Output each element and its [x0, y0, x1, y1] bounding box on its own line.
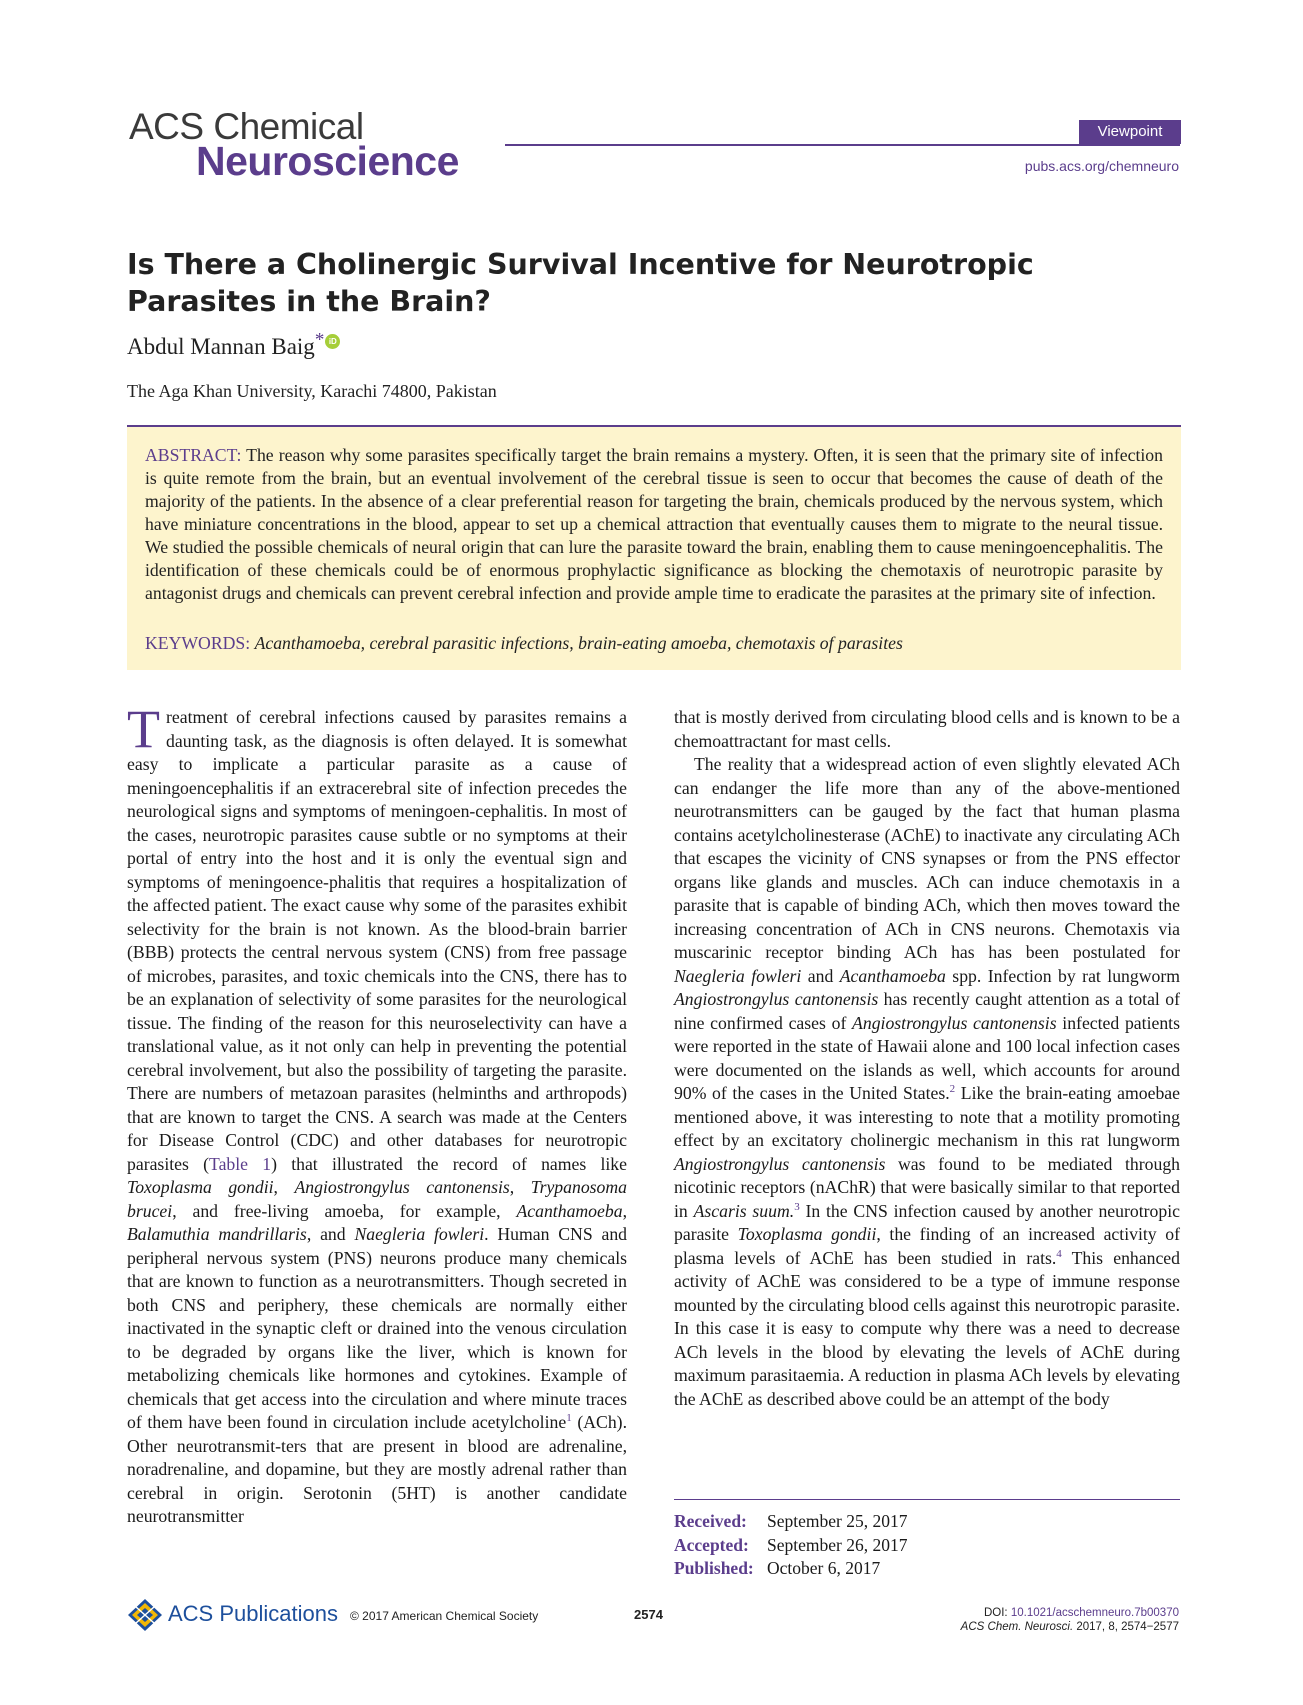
citation-ref-3[interactable]: 3 [794, 1200, 800, 1213]
doi-citation [961, 1606, 1179, 1634]
species-name: Naegleria fowleri [674, 965, 802, 986]
header-rule [505, 144, 1180, 146]
species-name: Angiostrongylus cantonensis [852, 1012, 1057, 1033]
article-title: Is There a Cholinergic Survival Incentive for Neurotropic Parasites in the Brain? [127, 248, 1034, 318]
citation-journal: ACS Chem. Neurosci. [960, 1621, 1074, 1633]
copyright-notice: © 2017 American Chemical Society [350, 1609, 539, 1623]
citation-ref-4[interactable]: 4 [1056, 1247, 1062, 1260]
species-name: Toxoplasma gondii [127, 1177, 274, 1197]
doi-link[interactable]: 10.1021/acschemneuro.7b00370 [1010, 1607, 1179, 1619]
received-date: September 25, 2017 [767, 1511, 908, 1531]
body-text: has recently caught attention as a total of nine confirmed cases of [674, 989, 1181, 1033]
acs-publications-logo-icon[interactable] [127, 1598, 163, 1632]
species-name: Balamuthia mandrillaris [127, 1224, 307, 1244]
body-text: and [801, 965, 840, 986]
abstract-text: The reason why some parasites specifically target the brain remains a mystery. Often, it is seen that the primary site of infection is quite remote from the brain, but an eventual involvement of the cerebral tissue is seen to occur that becomes the cause of death of the majority of the patients. In the absence of a clear preferential reason for targeting the brain, chemicals produced by the nervous system, which have miniature concentrations in the blood, appear to set up a chemical attraction that eventually causes them to migrate to the neural tissue. We studied the possible chemicals of neural origin that can lure the parasite toward the brain, enabling them to cause meningoencephalitis. The identification of these chemicals could be of enormous prophylactic significance as blocking the chemotaxis of neurotropic parasite by antagonist drugs and chemicals can prevent cerebral infection and provide ample time to eradicate the parasites at the primary site of infection. [145, 445, 1163, 603]
abstract-box [127, 425, 1181, 670]
author-name[interactable]: Abdul Mannan Baig [127, 334, 315, 359]
page-number: 2574 [634, 1607, 663, 1622]
body-text: In the CNS infection caused by another neurotropic parasite [674, 1200, 1180, 1244]
citation-line [961, 1620, 1179, 1634]
species-name: Angiostrongylus cantonensis [674, 1153, 886, 1174]
accepted-label: Accepted: [674, 1534, 749, 1555]
body-paragraph [674, 753, 1180, 1411]
body-text: spp. Infection by rat lungworm [945, 965, 1180, 986]
citation-ref-1[interactable]: 1 [566, 1412, 572, 1425]
species-name: Trypanosoma brucei [127, 1177, 628, 1221]
left-column [127, 699, 628, 1529]
body-text: The reality that a widespread action of even slightly elevated ACh can endanger the life more than any of the above-mentioned neurotransmitters can be gauged by the fact that human plasma contains acetylcholinesterase (AChE) to inactivate any circulating ACh that escapes the vicinity of CNS synapses or from the PNS effector organs like glands and muscles. ACh can induce chemotaxis in a parasite that is capable of binding ACh, which then moves toward the increasing concentration of ACh in CNS neurons. Chemotaxis via muscarinic receptor binding ACh has has been postulated for [674, 754, 1180, 962]
citation-details: 2017, 8, 2574−2577 [1073, 1621, 1179, 1633]
drop-cap: T [127, 699, 160, 759]
species-name: Angiostrongylus cantonensis [674, 989, 879, 1009]
author-line [127, 329, 340, 360]
body-text: , [273, 1177, 295, 1197]
species-name: Ascaris suum. [693, 1200, 795, 1221]
received-label: Received: [674, 1511, 747, 1531]
keywords-list: Acanthamoeba, cerebral parasitic infections, brain-eating amoeba, chemotaxis of parasites [254, 633, 903, 653]
abstract-label: ABSTRACT: [145, 445, 242, 465]
received-row [674, 1510, 907, 1534]
publisher-name[interactable]: ACS Publications [168, 1601, 338, 1626]
article-type-badge: Viewpoint [1079, 120, 1181, 144]
keywords-label: KEYWORDS: [145, 633, 251, 653]
body-paragraph [127, 699, 628, 1529]
dates-rule [674, 1499, 1180, 1500]
journal-logo-line1: ACS Chemical [129, 106, 364, 147]
body-text: ) that illustrated the record of names like [271, 1153, 627, 1174]
body-text: (ACh). Other neurotransmit-ters that are present in blood are adrenaline, noradrenaline, and dopamine, but they are mostly adrenal rather than cerebral in origin. Serotonin (5HT) is another candidate neurotransmitter [127, 1412, 627, 1526]
body-text: , and [306, 1224, 355, 1244]
keywords-line [145, 633, 1163, 654]
body-text: , the finding of an increased activity of plasma levels of AChE has been studied in rats. [674, 1224, 1181, 1268]
body-text: , [509, 1177, 531, 1197]
body-text: infected patients were reported in the state of Hawaii alone and 100 local infection cases were documented on the islands as well, which accounts for around 90% of the cases in the United States. [674, 1012, 1180, 1103]
affiliation: The Aga Khan University, Karachi 74800, Pakistan [127, 381, 497, 401]
species-name: Toxoplasma gondii [737, 1224, 877, 1244]
orcid-icon[interactable]: iD [325, 334, 340, 349]
published-label: Published: [674, 1558, 754, 1578]
right-column [674, 706, 1180, 1411]
body-text: , [622, 1200, 627, 1221]
body-text: This enhanced activity of AChE was considered to be a type of immune response mounted by the circulating blood cells against this neurotropic parasite. In this case it is easy to compute why there was a need to decrease ACh levels in the blood by elevating the levels of AChE during maximum parasitaemia. A reduction in plasma ACh levels by elevating the AChE as described above could be an attempt of the body [674, 1247, 1180, 1409]
doi-line [961, 1606, 1179, 1620]
citation-ref-2[interactable]: 2 [949, 1083, 956, 1096]
species-name: Acanthamoeba [839, 965, 946, 986]
body-text: , and free-living amoeba, for example, [172, 1200, 517, 1221]
accepted-row [674, 1534, 907, 1558]
publication-dates [674, 1510, 907, 1581]
body-text: Like the brain-eating amoebae mentioned above, it was interesting to note that a motility promoting effect by an excitatory cholinergic mechanism in this rat lungworm [674, 1083, 1180, 1150]
body-text: . Human CNS and peripheral nervous system (PNS) neurons produce many chemicals that are known to function as a neurotransmitters. Though secreted in both CNS and periphery, these chemicals are normally either inactivated in the synaptic cleft or drained into the venous circulation to be degraded by organs like the liver, which is known for metabolizing chemicals like hormones and cytokines. Example of chemicals that get access into the circulation and where minute traces of them have been found in circulation include acetylcholine [127, 1224, 628, 1432]
accepted-date: September 26, 2017 [767, 1534, 908, 1555]
journal-logo-line2: Neuroscience [196, 138, 459, 184]
body-text: reatment of cerebral infections caused by parasites remains a daunting task, as the diagnosis is often delayed. It is somewhat easy to implicate a particular parasite as a cause of meningoencephalitis if an extracerebral site of infection precedes the neurological signs and symptoms of meningoen-cephalitis. In most of the cases, neurotropic parasites cause subtle or no symptoms at their portal of entry into the host and it is only the eventual sign and symptoms of meningoence-phalitis that requires a hospitalization of the affected patient. The exact cause why some of the parasites exhibit selectivity for the brain is not known. As the blood-brain barrier (BBB) protects the central nervous system (CNS) from free passage of microbes, parasites, and toxic chemicals into the CNS, there has to be an explanation of selectivity of some parasites for the neurological tissue. The finding of the reason for this neuroselectivity can have a translational value, as it not only can help in preventing the potential cerebral involvement, but also the possibility of targeting the parasite. There are numbers of metazoan parasites (helminths and arthropods) that are known to target the CNS. A search was made at the Centers for Disease Control (CDC) and other databases for neurotropic parasites ( [127, 707, 627, 1174]
species-name: Angiostrongylus cantonensis [294, 1177, 510, 1197]
body-paragraph: that is mostly derived from circulating blood cells and is known to be a chemoattractant for mast cells. [674, 707, 1180, 751]
species-name: Naegleria fowleri [354, 1224, 485, 1244]
published-row [674, 1557, 907, 1581]
body-text: was found to be mediated through nicotinic receptors (nAChR) that were basically similar to that reported in [674, 1153, 1181, 1221]
doi-label: DOI: [983, 1607, 1011, 1619]
species-name: Acanthamoeba [516, 1200, 623, 1221]
corresponding-author-mark: * [314, 329, 325, 351]
table-reference-link[interactable]: Table 1 [209, 1153, 272, 1174]
published-date: October 6, 2017 [767, 1558, 881, 1578]
abstract-paragraph [145, 444, 1163, 605]
journal-url-link[interactable]: pubs.acs.org/chemneuro [1024, 158, 1179, 174]
